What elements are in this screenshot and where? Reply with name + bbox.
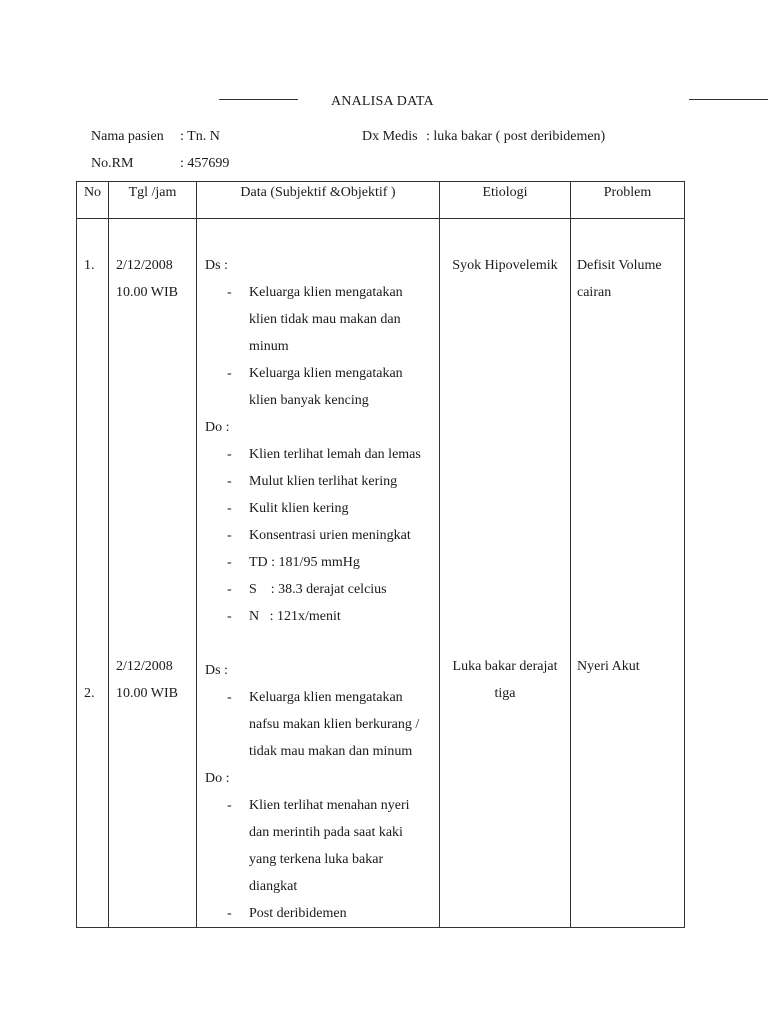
entry-2-subjective-list [197, 684, 439, 765]
list-item: - Post deribidemen [197, 900, 439, 927]
document-title: ANALISA DATA [331, 94, 434, 109]
entry-2-etiology: Luka bakar derajat tiga [452, 659, 558, 701]
table-header-row [77, 182, 685, 219]
column-header-date: Tgl /jam [109, 182, 197, 219]
list-item: - Keluarga klien mengatakan klien banyak kencing [197, 360, 439, 414]
list-item: - Keluarga klien mengatakan klien tidak mau makan dan minum [197, 279, 439, 360]
column-header-no: No [77, 182, 109, 219]
diagnosis-label: Dx Medis [362, 129, 418, 144]
row-cell-date [109, 219, 197, 928]
entry-1-time: 10.00 WIB [116, 285, 178, 300]
column-header-etiology: Etiologi [440, 182, 571, 219]
entry-2-data [197, 657, 439, 927]
list-item: - Keluarga klien mengatakan nafsu makan klien berkurang / tidak mau makan dan minum [197, 684, 439, 765]
row-cell-etiology [440, 219, 571, 928]
list-item: - Klien terlihat menahan nyeri dan merintih pada saat kaki yang terkena luka bakar diangkat [197, 792, 439, 900]
entry-1-objective-list [197, 441, 439, 630]
row-cell-no [77, 219, 109, 928]
table-row [77, 219, 685, 928]
entry-2-subjective-label: Ds : [205, 663, 228, 678]
list-item: - Klien terlihat lemah dan lemas [197, 441, 439, 468]
entry-2-date: 2/12/2008 [116, 659, 173, 674]
analysis-table [76, 181, 685, 928]
entry-1-date: 2/12/2008 [116, 258, 173, 273]
entry-1-objective-label: Do : [205, 420, 230, 435]
entry-2-number: 2. [84, 686, 95, 701]
entry-2-objective-label: Do : [205, 771, 230, 786]
list-item: - N : 121x/menit [197, 603, 439, 630]
record-number-value: : 457699 [180, 156, 230, 171]
record-number-label: No.RM [91, 156, 134, 171]
entry-1-number: 1. [84, 258, 95, 273]
list-item: - Konsentrasi urien meningkat [197, 522, 439, 549]
patient-name-value: : Tn. N [180, 129, 220, 144]
list-item: - Mulut klien terlihat kering [197, 468, 439, 495]
row-cell-problem [571, 219, 685, 928]
list-item: - Kulit klien kering [197, 495, 439, 522]
column-header-data: Data (Subjektif &Objektif ) [197, 182, 440, 219]
list-item: - TD : 181/95 mmHg [197, 549, 439, 576]
entry-1-problem: Defisit Volume cairan [577, 258, 662, 300]
list-item: - S : 38.3 derajat celcius [197, 576, 439, 603]
entry-1-subjective-label: Ds : [205, 258, 228, 273]
entry-2-time: 10.00 WIB [116, 686, 178, 701]
column-header-problem: Problem [571, 182, 685, 219]
header-rule-right [689, 99, 768, 100]
header-rule-left [219, 99, 298, 100]
entry-2-problem: Nyeri Akut [577, 659, 640, 674]
patient-name-label: Nama pasien [91, 129, 164, 144]
row-cell-data [197, 219, 440, 928]
entry-2-objective-list [197, 792, 439, 927]
entry-1-etiology: Syok Hipovelemik [452, 258, 558, 273]
entry-1-subjective-list [197, 279, 439, 414]
entry-1-data [197, 252, 439, 630]
diagnosis-value: : luka bakar ( post deribidemen) [426, 129, 606, 144]
